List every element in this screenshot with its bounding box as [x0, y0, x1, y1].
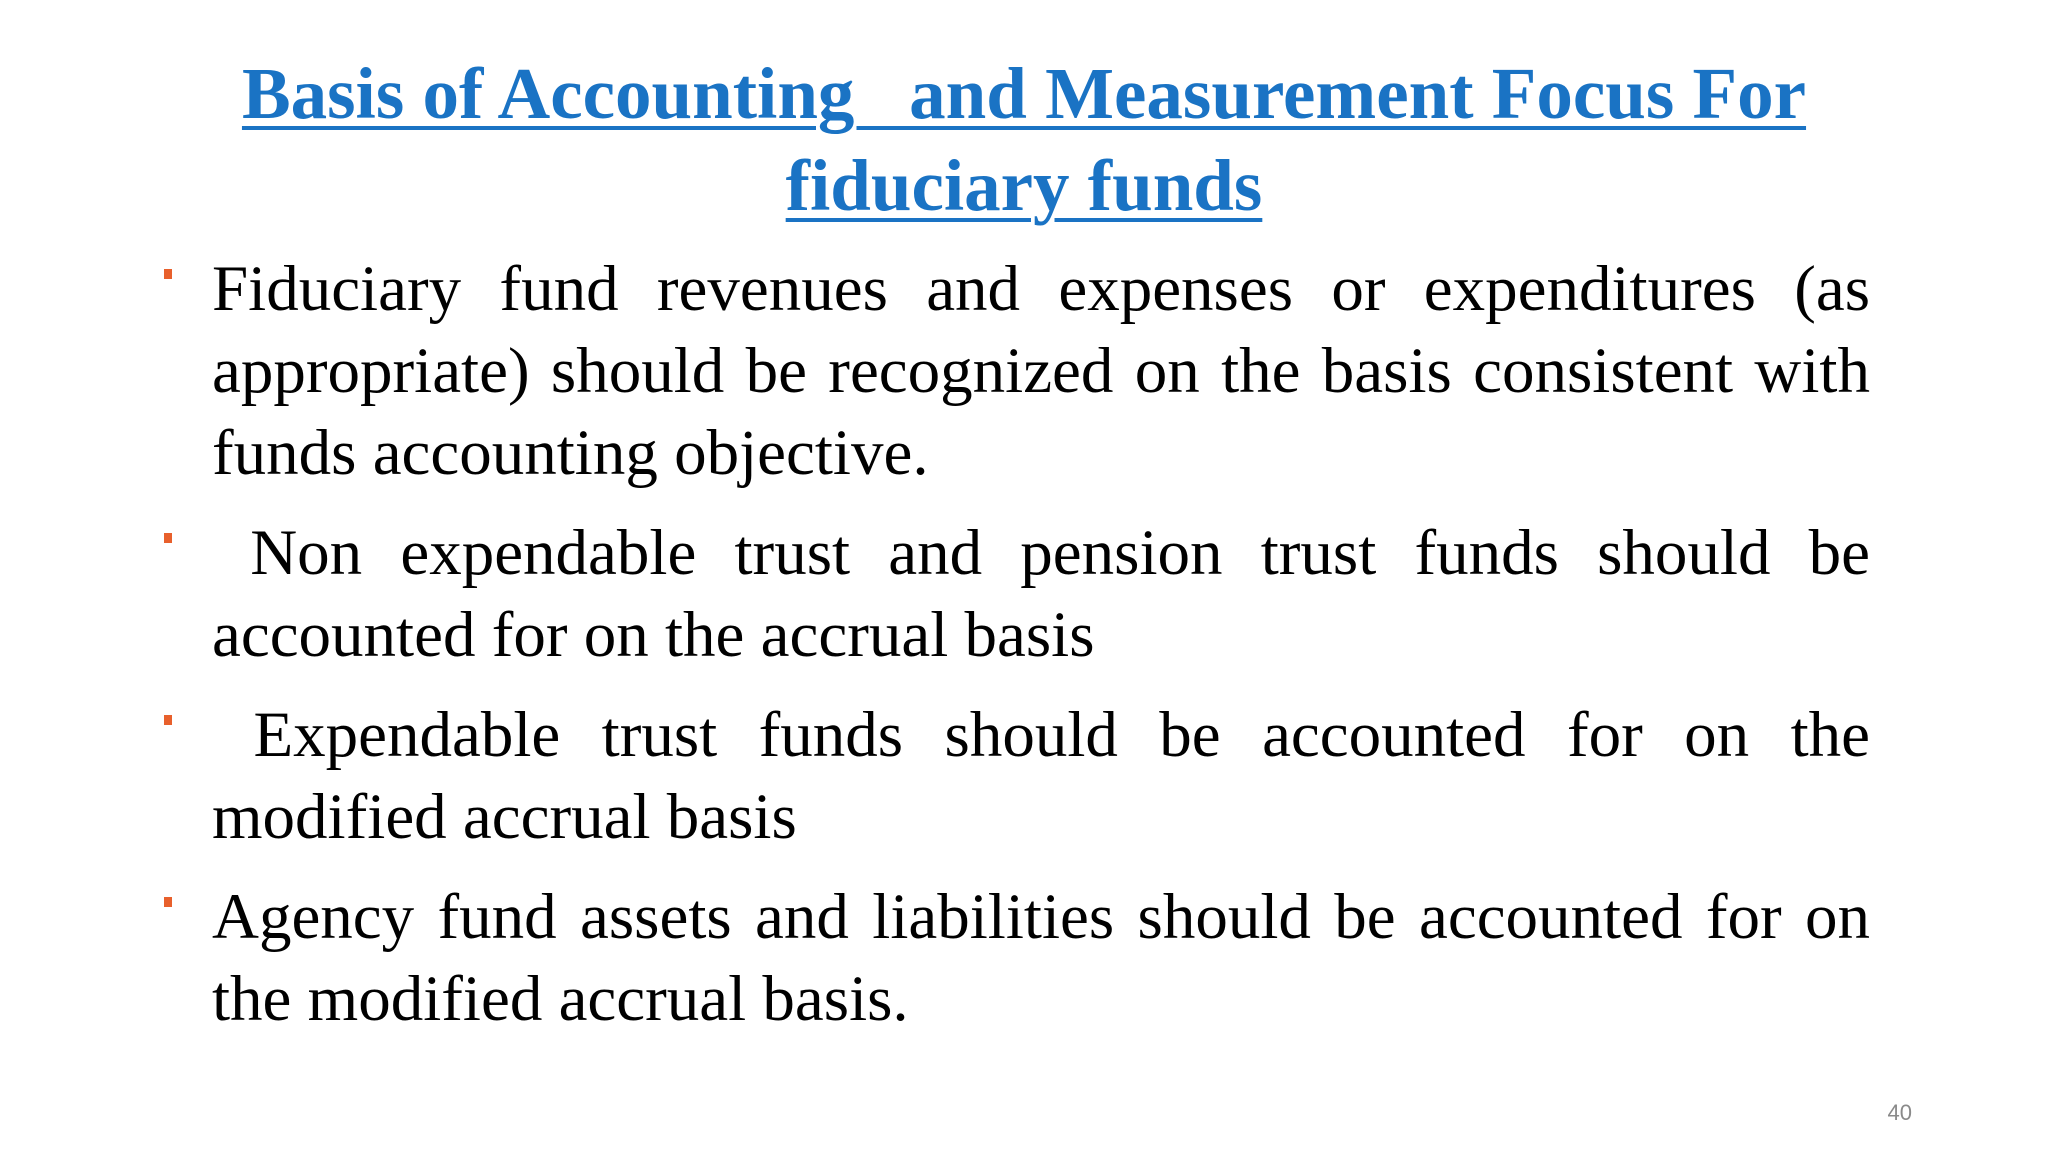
bullet-text: Fiduciary fund revenues and expenses or expenditures (as appropriate) should be recognized on the basis consistent with funds accounting objective. [212, 253, 1887, 489]
bullet-item [150, 876, 1887, 1040]
slide-title-line-2: fiduciary funds [785, 145, 1263, 226]
square-bullet-icon [164, 897, 172, 907]
bullet-text: Expendable trust funds should be accounted for on the modified accrual basis [212, 699, 1887, 853]
square-bullet-icon [164, 269, 172, 279]
bullet-item [150, 512, 1887, 676]
square-bullet-icon [164, 533, 172, 543]
bullet-list [150, 248, 1887, 1058]
page-number: 40 [1887, 1100, 1912, 1125]
slide-title [150, 48, 1898, 232]
bullet-item [150, 248, 1887, 494]
slide-title-line-1: Basis of Accounting and Measurement Focus For [241, 53, 1807, 134]
bullet-text: Agency fund assets and liabilities should be accounted for on the modified accrual basis. [212, 881, 1887, 1035]
square-bullet-icon [164, 715, 172, 725]
bullet-item [150, 694, 1887, 858]
bullet-text: Non expendable trust and pension trust funds should be accounted for on the accrual basis [212, 517, 1887, 671]
